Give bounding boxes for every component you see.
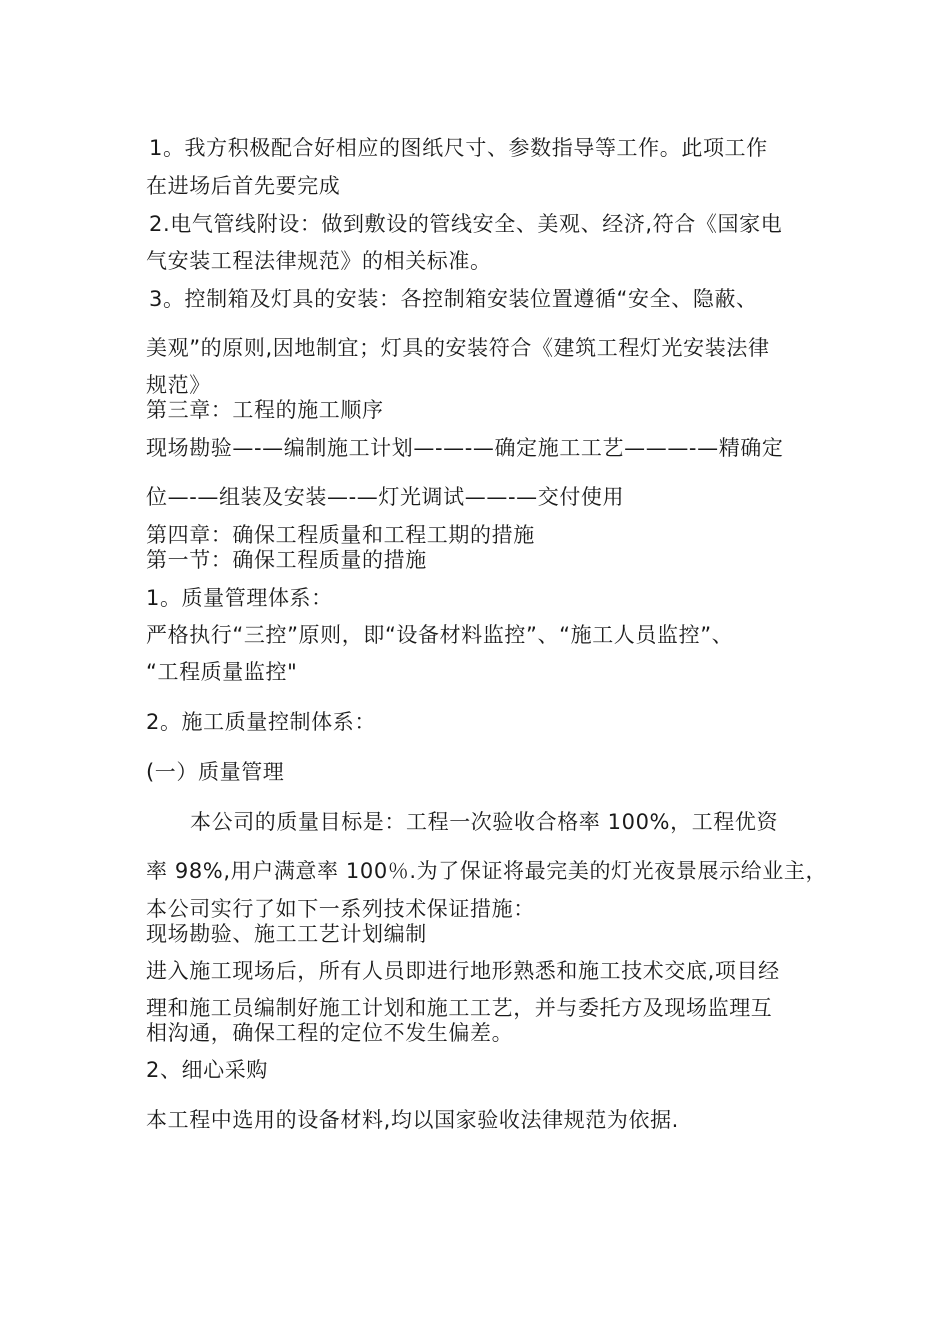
text-line: 本工程中选用的设备材料,均以国家验收法律规范为依据. — [146, 1108, 679, 1132]
text-line: 相沟通，确保工程的定位不发生偏差。 — [146, 1021, 514, 1045]
text-line: 位—-—组装及安装—-—灯光调试——-—交付使用 — [146, 485, 625, 509]
text-line: 现场勘验、施工工艺计划编制 — [146, 922, 427, 946]
text-line: 3。控制箱及灯具的安装：各控制箱安装位置遵循“安全、隐蔽、 — [149, 287, 758, 311]
subsection-heading: (一）质量管理 — [146, 760, 285, 784]
text-line: 严格执行“三控”原则，即“设备材料监控”、“施工人员监控”、 — [146, 623, 734, 647]
text-line: 2。施工质量控制体系： — [146, 710, 376, 734]
text-line: 2.电气管线附设：做到敷设的管线安全、美观、经济,符合《国家电 — [149, 212, 783, 236]
text-line: 本公司实行了如下一系列技术保证措施： — [146, 897, 535, 921]
chapter-heading: 第四章：确保工程质量和工程工期的措施 — [146, 523, 535, 547]
chapter-heading: 第三章：工程的施工顺序 — [146, 398, 384, 422]
text-line: “工程质量监控" — [146, 660, 298, 684]
text-line: 现场勘验—-—编制施工计划—-—-—确定施工工艺———-—精确定 — [146, 436, 784, 460]
section-heading: 第一节：确保工程质量的措施 — [146, 548, 427, 572]
text-line: 本公司的质量目标是：工程一次验收合格率 100%，工程优资 — [190, 810, 779, 834]
text-line: 规范》 — [146, 373, 211, 397]
text-line: 美观”的原则,因地制宜；灯具的安装符合《建筑工程灯光安装法律 — [146, 336, 770, 360]
text-line: 进入施工现场后，所有人员即进行地形熟悉和施工技术交底,项目经 — [146, 959, 780, 983]
text-line: 2、细心采购 — [146, 1058, 268, 1082]
text-line: 在进场后首先要完成 — [146, 174, 341, 198]
text-line: 1。质量管理体系： — [146, 586, 333, 610]
text-line: 1。我方积极配合好相应的图纸尺寸、参数指导等工作。此项工作 — [149, 136, 768, 160]
text-line: 率 98%,用户满意率 100％.为了保证将最完美的灯光夜景展示给业主， — [146, 859, 828, 883]
text-line: 理和施工员编制好施工计划和施工工艺，并与委托方及现场监理互 — [146, 996, 773, 1020]
text-line: 气安装工程法律规范》的相关标准。 — [146, 249, 492, 273]
